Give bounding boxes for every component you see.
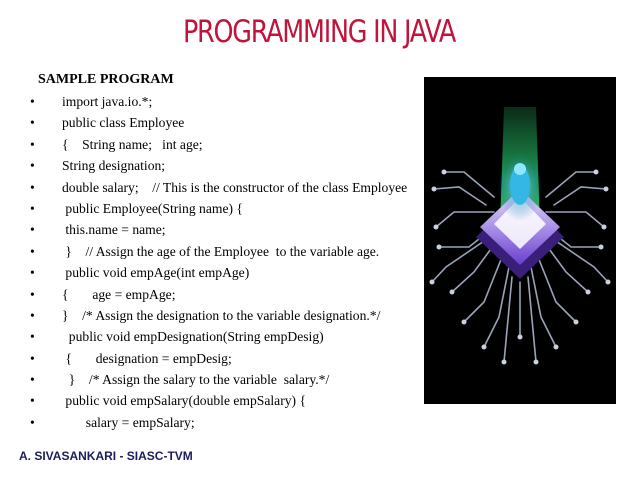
code-text: } // Assign the age of the Employee to the variable age.	[62, 243, 380, 259]
slide-title: PROGRAMMING IN JAVA	[182, 14, 456, 50]
code-text: public class Employee	[62, 115, 185, 131]
circuit-crystal-icon	[424, 77, 616, 404]
code-text: } /* Assign the salary to the variable salary.*/	[62, 372, 330, 388]
bullet: •	[30, 350, 35, 366]
slide-subtitle: SAMPLE PROGRAM	[38, 72, 174, 87]
code-text: salary = empSalary;	[62, 414, 195, 430]
code-text: this.name = name;	[62, 222, 166, 238]
code-text: } /* Assign the designation to the variable designation.*/	[62, 307, 381, 323]
footer-author: A. SIVASANKARI - SIASC-TVM	[19, 449, 193, 463]
code-text: double salary; // This is the constructor of the class Employee	[62, 179, 408, 195]
bullet: •	[30, 329, 35, 345]
code-text: { designation = empDesig;	[62, 350, 232, 366]
bullet: •	[30, 372, 35, 388]
circuit-crystal-image	[424, 77, 616, 404]
code-text: public Employee(String name) {	[62, 200, 243, 216]
code-text: { String name; int age;	[62, 136, 203, 152]
bullet: •	[30, 115, 35, 131]
bullet: •	[30, 179, 35, 195]
bullet: •	[30, 393, 35, 409]
code-text: public void empSalary(double empSalary) {	[62, 393, 306, 409]
bullet: •	[30, 158, 35, 174]
code-text: import java.io.*;	[62, 94, 153, 109]
bullet: •	[30, 414, 35, 430]
bullet: •	[30, 136, 35, 152]
bullet: •	[30, 243, 35, 259]
code-text: public void empDesignation(String empDesig)	[62, 329, 324, 345]
bullet: •	[30, 307, 35, 323]
bullet: •	[30, 222, 35, 238]
bullet: •	[30, 200, 35, 216]
code-text: { age = empAge;	[62, 286, 176, 302]
code-text: public void empAge(int empAge)	[62, 265, 250, 281]
code-text: String designation;	[62, 158, 166, 174]
bullet: •	[30, 286, 35, 302]
bullet: •	[30, 265, 35, 281]
bullet: •	[30, 94, 35, 109]
